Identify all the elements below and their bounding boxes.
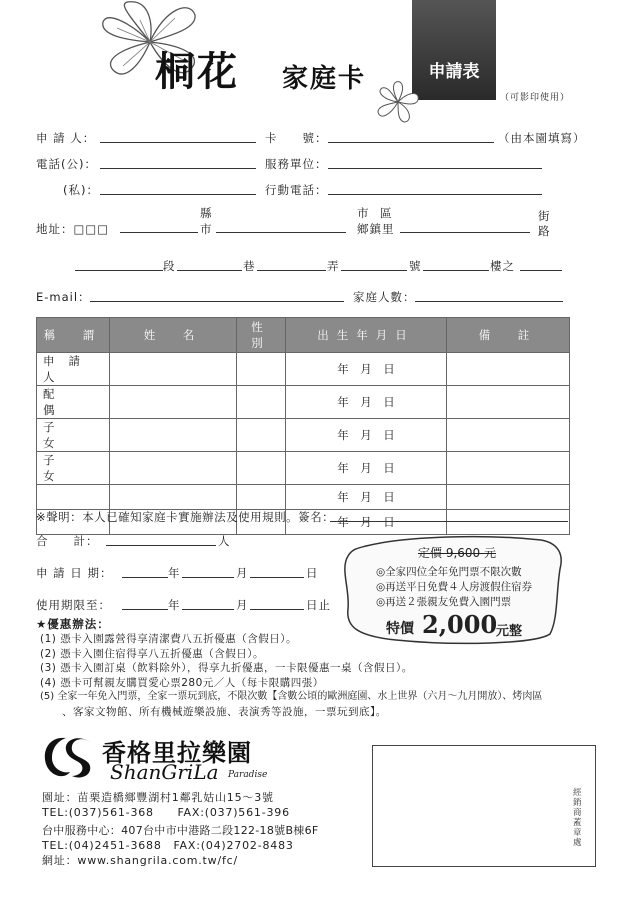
- title-sub: 家庭卡: [282, 64, 367, 94]
- benefits-list: [40, 632, 542, 719]
- total-unit: 人: [218, 534, 231, 548]
- park-name-cn: 香格里拉樂園: [102, 738, 252, 767]
- apply-year-field[interactable]: [122, 577, 168, 578]
- apply-day-label: 日: [306, 566, 319, 580]
- notes-cell[interactable]: [447, 386, 570, 419]
- title-main: 桐花: [155, 48, 239, 95]
- name-cell[interactable]: [110, 353, 237, 386]
- township-label: 鄉鎮里: [357, 222, 395, 236]
- workplace-label: 服務單位：: [265, 157, 328, 171]
- apply-date-label: 申 請 日 期：: [36, 566, 113, 580]
- alley-label: 弄: [327, 259, 340, 273]
- col-name-header: 姓 名: [110, 318, 237, 353]
- alley-field[interactable]: [257, 270, 326, 271]
- benefits-title: ★優惠辦法：: [36, 617, 110, 631]
- street-label: 街: [538, 209, 551, 223]
- col-notes-header: 備 註: [447, 318, 570, 353]
- name-cell[interactable]: [110, 386, 237, 419]
- relation-cell: 申請人: [37, 353, 110, 386]
- dob-cell[interactable]: 年 月 日: [286, 386, 447, 419]
- gender-cell[interactable]: [237, 485, 286, 510]
- taichung-center: 台中服務中心：407台中市中港路二段122-18號B棟6F: [42, 824, 319, 837]
- floor-field[interactable]: [423, 270, 489, 271]
- number-field[interactable]: [341, 270, 407, 271]
- special-price-unit: 元整: [496, 624, 523, 639]
- relation-cell[interactable]: [37, 485, 110, 510]
- valid-day-label: 日止: [306, 598, 331, 612]
- floor-label: 樓之: [490, 259, 515, 273]
- dob-cell[interactable]: 年 月 日: [286, 419, 447, 452]
- valid-month-label: 月: [236, 598, 249, 612]
- perk-1: ◎全家四位全年免門票不限次數: [376, 566, 522, 578]
- park-address: 園址：苗栗造橋鄉豐湖村1鄰乳姑山15～3號: [42, 791, 274, 804]
- apply-month-field[interactable]: [182, 577, 234, 578]
- name-cell[interactable]: [110, 419, 237, 452]
- shangrila-logo-icon: [40, 732, 98, 782]
- benefit-item: (3) 憑卡入園訂桌（飲料除外），得享九折優惠，一卡限優惠一桌（含假日）。: [40, 662, 413, 674]
- phone-office-field[interactable]: [100, 168, 256, 169]
- address-county-field[interactable]: [120, 232, 198, 233]
- apply-day-field[interactable]: [250, 577, 304, 578]
- original-price: 定價 9,600 元: [418, 546, 496, 560]
- section-label: 段: [163, 259, 176, 273]
- benefit-item: 、客家文物館、所有機械遊樂設施、表演秀等設施，一票玩到底】。: [40, 705, 387, 718]
- relation-cell: 子 女: [37, 419, 110, 452]
- lane-label: 巷: [243, 259, 256, 273]
- badge-text: 申請表: [428, 62, 480, 82]
- card-no-note: （由本園填寫）: [498, 131, 586, 145]
- valid-day-field[interactable]: [250, 609, 304, 610]
- applicant-field[interactable]: [100, 142, 256, 143]
- small-flower-decoration: [372, 78, 424, 128]
- road-label: 路: [538, 224, 551, 238]
- dealer-stamp-label: 經銷商蓋章處: [573, 788, 582, 848]
- email-label: E-mail：: [36, 290, 91, 304]
- notes-cell[interactable]: [447, 353, 570, 386]
- notes-cell[interactable]: [447, 485, 570, 510]
- benefit-item: (5) 全家一年免入門票，全家一票玩到底，不限次數【含數公頃的歐洲庭園、水上世界（六月～九月開放）、烤肉區: [40, 691, 543, 702]
- card-no-label: 卡 號：: [265, 131, 328, 145]
- total-label: 合 計：: [36, 534, 99, 548]
- city-district-label: 市 區: [357, 206, 396, 220]
- dob-cell[interactable]: 年 月 日: [286, 353, 447, 386]
- declaration-statement: ※聲明：本人已確知家庭卡實施辦法及使用規則。簽名：: [36, 510, 335, 524]
- family-count-label: 家庭人數：: [353, 290, 416, 304]
- valid-year-label: 年: [168, 598, 181, 612]
- benefit-item: (4) 憑卡可幫親友購買愛心票280元／人（每卡限購四張）: [40, 676, 324, 689]
- mobile-field[interactable]: [328, 194, 542, 195]
- valid-year-field[interactable]: [122, 609, 168, 610]
- phone-office-label: 電話(公)：: [36, 157, 97, 171]
- total-field[interactable]: [106, 545, 216, 546]
- col-gender-header: 性 別: [237, 318, 286, 353]
- phone-private-field[interactable]: [100, 194, 256, 195]
- gender-cell[interactable]: [237, 419, 286, 452]
- gender-cell[interactable]: [237, 452, 286, 485]
- taichung-phone: TEL:(04)2451-3688 FAX:(04)2702-8483: [42, 839, 294, 852]
- mobile-label: 行動電話：: [265, 183, 328, 197]
- name-cell[interactable]: [110, 452, 237, 485]
- relation-cell: 配 偶: [37, 386, 110, 419]
- phone-private-label: (私)：: [63, 183, 99, 197]
- special-price-value: 2,000: [422, 610, 498, 639]
- applicant-label: 申 請 人：: [36, 131, 96, 145]
- address-label: 地址：□□□: [36, 222, 110, 236]
- city-label: 市: [200, 222, 213, 236]
- table-row: [37, 452, 570, 485]
- name-cell[interactable]: [110, 485, 237, 510]
- notes-cell[interactable]: [447, 510, 570, 535]
- address-village-field[interactable]: [400, 232, 530, 233]
- price-badge: [336, 534, 566, 646]
- dob-cell[interactable]: 年 月 日: [286, 510, 447, 535]
- table-header-row: [37, 318, 570, 353]
- perk-3: ◎再送２張親友免費入園門票: [376, 596, 512, 608]
- relation-cell: 子 女: [37, 452, 110, 485]
- dob-cell[interactable]: 年 月 日: [286, 485, 447, 510]
- email-field[interactable]: [90, 301, 344, 302]
- section-field[interactable]: [75, 270, 163, 271]
- form-type-badge: [412, 0, 496, 100]
- gender-cell[interactable]: [237, 386, 286, 419]
- apply-year-label: 年: [168, 566, 181, 580]
- copy-note: （可影印使用）: [500, 93, 571, 103]
- apply-month-label: 月: [236, 566, 249, 580]
- website: 網址：www.shangrila.com.tw/fc/: [42, 854, 238, 867]
- benefit-item: (1) 憑卡入園露營得享清潔費八五折優惠（含假日）。: [40, 633, 297, 645]
- table-row: [37, 386, 570, 419]
- family-count-field[interactable]: [415, 301, 563, 302]
- dealer-stamp-box[interactable]: [372, 745, 596, 867]
- table-row: [37, 419, 570, 452]
- floor-sub-field[interactable]: [520, 270, 562, 271]
- col-relation-header: 稱 謂: [37, 318, 110, 353]
- valid-month-field[interactable]: [182, 609, 234, 610]
- table-row: [37, 485, 570, 510]
- park-name-paradise: Paradise: [228, 770, 268, 780]
- park-name-en: ShanGriLa: [110, 760, 219, 784]
- notes-cell[interactable]: [447, 419, 570, 452]
- valid-until-label: 使用期限至：: [36, 598, 111, 612]
- table-row: [37, 353, 570, 386]
- gender-cell[interactable]: [237, 353, 286, 386]
- notes-cell[interactable]: [447, 452, 570, 485]
- number-label: 號: [409, 259, 422, 273]
- workplace-field[interactable]: [328, 168, 542, 169]
- address-district-field[interactable]: [216, 232, 346, 233]
- benefit-item: (2) 憑卡入園住宿得享八五折優惠（含假日）。: [40, 647, 264, 660]
- dob-cell[interactable]: 年 月 日: [286, 452, 447, 485]
- county-label: 縣: [200, 206, 213, 220]
- lane-field[interactable]: [177, 270, 242, 271]
- family-members-table: [36, 317, 570, 535]
- col-dob-header: 出生年月日: [286, 318, 447, 353]
- signature-field[interactable]: [330, 521, 568, 522]
- card-no-field[interactable]: [328, 142, 494, 143]
- park-phone: TEL:(037)561-368 FAX:(037)561-396: [42, 806, 290, 819]
- perk-2: ◎再送平日免費４人房渡假住宿券: [376, 581, 533, 593]
- special-price-label: 特價: [386, 621, 414, 637]
